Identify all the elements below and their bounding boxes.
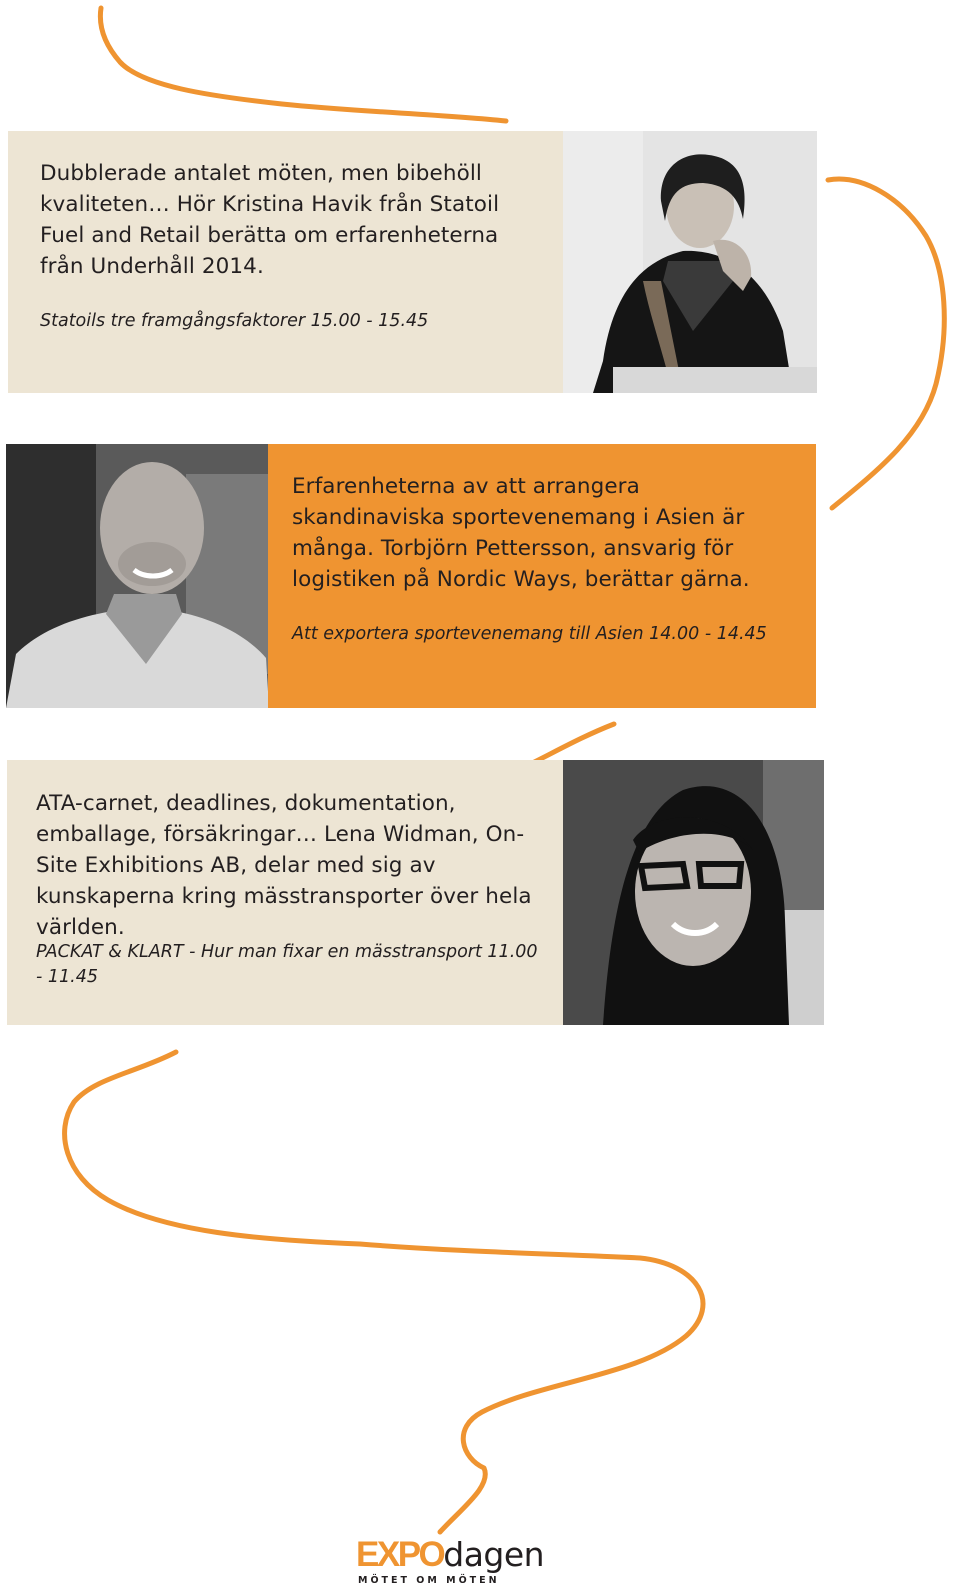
- section-1-body: Dubblerade antalet möten, men bibehöll kvaliteten… Hör Kristina Havik från Statoil Fuel and Retail berätta om erfarenheterna från Underhåll 2014.: [40, 161, 500, 279]
- logo-expo-text: EXPO: [356, 1535, 444, 1574]
- rope-top: [100, 8, 506, 121]
- logo-tagline: MÖTET OM MÖTEN: [358, 1575, 500, 1586]
- section-2-body: Erfarenheterna av att arrangera skandinaviska sportevenemang i Asien är många. Torbjörn Pettersson, ansvarig för logistiken på Nordic Ways, berättar gärna.: [292, 474, 750, 592]
- section-3-session: PACKAT & KLART - Hur man fixar en mässtransport 11.00 - 11.45: [36, 942, 538, 987]
- rope-right: [828, 179, 944, 508]
- section-2-text-panel: [268, 444, 816, 708]
- expodagen-logo: [356, 1537, 556, 1589]
- logo-dagen-text: dagen: [443, 1535, 545, 1574]
- section-1-text-panel: [8, 131, 573, 393]
- section-1-photo: [563, 131, 817, 393]
- section-3-photo: [563, 760, 824, 1025]
- section-3-body: ATA-carnet, deadlines, dokumentation, emballage, försäkringar… Lena Widman, On-Site Exhibitions AB, delar med sig av kunskaperna kring mässtransporter över hela världen.: [36, 791, 532, 940]
- section-1-session: Statoils tre framgångsfaktorer 15.00 - 15.45: [40, 311, 429, 331]
- section-2-photo: [6, 444, 269, 708]
- section-2-session: Att exportera sportevenemang till Asien 14.00 - 14.45: [292, 624, 767, 644]
- rope-bottom: [65, 1052, 703, 1532]
- section-3-text-panel: [7, 760, 567, 1025]
